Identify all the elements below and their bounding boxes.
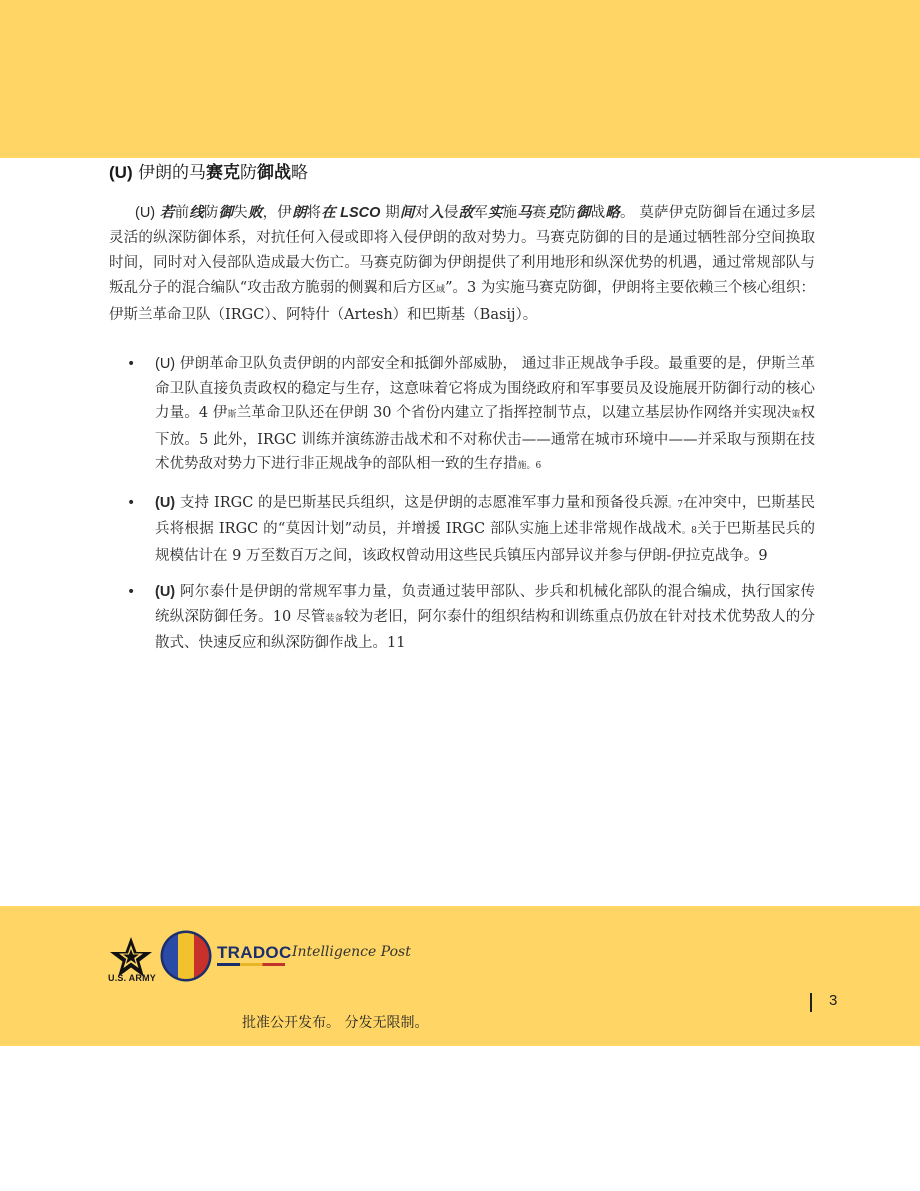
list-item: • (U) 阿尔泰什是伊朗的常规军事力量，负责通过装甲部队、步兵和机械化部队的混合编成，执行国家传统纵深防御任务。10 尽管装备较为老旧，阿尔泰什的组织结构和训练重点仍放在针对技术优势敌人的分散式、快速反应和纵深防御作战上。11: [109, 580, 815, 656]
list-item: • (U) 伊朗革命卫队负责伊朗的内部安全和抵御外部威胁， 通过非正规战争手段。最重要的是，伊斯兰革命卫队直接负责政权的稳定与生存，这意味着它将成为围绕政府和军事要员及设施展开防御行动的核心力量。4 伊斯兰革命卫队还在伊朗 30 个省份内建立了指挥控制节点，以建立基层协作网络并实现决策权下放。5 此外，IRGC 训练并演练游击战术和不对称伏击——通常在城市环境中——并采取与预期在技术优势敌对势力下进行非正规战争的部队相一致的生存措施。6: [109, 352, 815, 479]
bullet-icon: •: [127, 584, 136, 600]
bullet-icon: •: [127, 494, 136, 511]
publication-title: Intelligence Post: [292, 944, 411, 960]
tradoc-wordmark: TRADOC: [217, 943, 292, 962]
bullet-list: [109, 352, 815, 668]
bullet-icon: •: [127, 356, 136, 372]
list-item: • (U) 支持 IRGC 的是巴斯基民兵组织，这是伊朗的志愿准军事力量和预备役兵源。7在冲突中，巴斯基民兵将根据 IRGC 的“莫因计划”动员，并增援 IRGC 部队实施上述非常规作战战术。8关于巴斯基民兵的规模估计在 9 万至数百万之间，该政权曾动用这些民兵镇压内部异议并参与伊朗-伊拉克战争。9: [109, 491, 815, 569]
page-number: 3: [829, 992, 838, 1009]
tradoc-seal-icon: [160, 930, 212, 982]
release-statement: 批准公开发布。 分发无限制。: [242, 1015, 429, 1031]
army-label: U.S. ARMY: [108, 973, 156, 983]
section-heading: (U) 伊朗的马赛克防御战略: [109, 163, 309, 183]
intro-paragraph: (U) 若前线防御失败，伊朗将在 LSCO 期间对入侵敌军实施马赛克防御战略。 莫萨伊克防御旨在通过多层灵活的纵深防御体系，对抗任何入侵或即将入侵伊朗的敌对势力。马赛克防御的目的是通过牺牲部分空间换取时间，同时对入侵部队造成最大伤亡。马赛克防御为伊朗提供了利用地形和纵深优势的机遇，通过常规部队与叛乱分子的混合编队“攻击敌方脆弱的侧翼和后方区域”。3 为实施马赛克防御，伊朗将主要依赖三个核心组织：伊斯兰革命卫队（IRGC）、阿特什（Artesh）和巴斯基（Basij）。: [109, 204, 816, 323]
header-band: [0, 0, 920, 158]
tradoc-underline: [217, 963, 285, 966]
page-divider: [810, 993, 812, 1012]
